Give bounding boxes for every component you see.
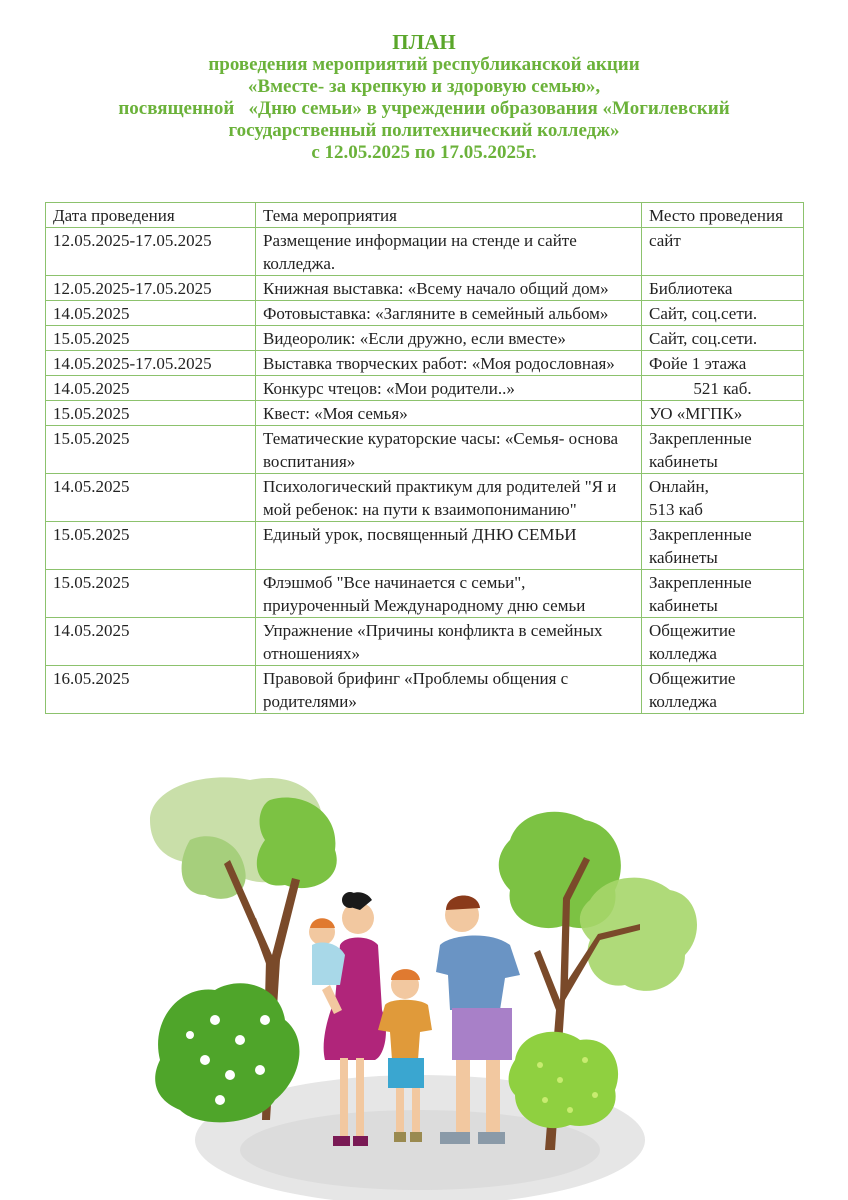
document-title — [0, 30, 848, 164]
cell-date: 14.05.2025 — [46, 474, 256, 522]
cell-topic: Квест: «Моя семья» — [256, 401, 642, 426]
cell-topic: Книжная выставка: «Всему начало общий дом» — [256, 276, 642, 301]
title-dates: с 12.05.2025 по 17.05.2025г. — [311, 142, 537, 163]
cell-date: 15.05.2025 — [46, 401, 256, 426]
table-row — [46, 351, 804, 376]
cell-topic: Тематические кураторские часы: «Семья- основа воспитания» — [256, 426, 642, 474]
cell-topic: Психологический практикум для родителей "Я и мой ребенок: на пути к взаимопониманию" — [256, 474, 642, 522]
cell-place: Закрепленные кабинеты — [642, 426, 804, 474]
cell-place: Общежитие колледжа — [642, 666, 804, 714]
cell-topic: Упражнение «Причины конфликта в семейных отношениях» — [256, 618, 642, 666]
cell-date: 15.05.2025 — [46, 570, 256, 618]
table-header-row — [46, 203, 804, 228]
cell-place: Фойе 1 этажа — [642, 351, 804, 376]
table-row — [46, 276, 804, 301]
cell-place: Сайт, соц.сети. — [642, 301, 804, 326]
title-line-5: государственный политехнический колледж» — [228, 120, 620, 141]
title-line-2: проведения мероприятий республиканской акции — [208, 54, 640, 75]
table-row — [46, 401, 804, 426]
cell-date: 15.05.2025 — [46, 326, 256, 351]
family-in-park-icon — [0, 760, 848, 1200]
header-place: Место проведения — [642, 203, 804, 228]
cell-place: Закрепленные кабинеты — [642, 522, 804, 570]
cell-date: 12.05.2025-17.05.2025 — [46, 276, 256, 301]
cell-place: Общежитие колледжа — [642, 618, 804, 666]
cell-place: 521 каб. — [642, 376, 804, 401]
cell-place: Закрепленные кабинеты — [642, 570, 804, 618]
cell-topic: Выставка творческих работ: «Моя родословная» — [256, 351, 642, 376]
cell-topic: Конкурс чтецов: «Мои родители..» — [256, 376, 642, 401]
cell-date: 16.05.2025 — [46, 666, 256, 714]
table-row — [46, 426, 804, 474]
cell-place: Сайт, соц.сети. — [642, 326, 804, 351]
cell-topic: Видеоролик: «Если дружно, если вместе» — [256, 326, 642, 351]
table-row — [46, 666, 804, 714]
cell-date: 12.05.2025-17.05.2025 — [46, 228, 256, 276]
table-row — [46, 522, 804, 570]
header-date: Дата проведения — [46, 203, 256, 228]
cell-date: 14.05.2025-17.05.2025 — [46, 351, 256, 376]
cell-topic: Флэшмоб "Все начинается с семьи", приуроченный Международному дню семьи — [256, 570, 642, 618]
table-row — [46, 618, 804, 666]
table-row — [46, 326, 804, 351]
cell-place: УО «МГПК» — [642, 401, 804, 426]
title-line-3: «Вместе- за крепкую и здоровую семью», — [247, 76, 601, 97]
cell-place: Онлайн, 513 каб — [642, 474, 804, 522]
table-row — [46, 570, 804, 618]
cell-date: 14.05.2025 — [46, 301, 256, 326]
cell-topic: Фотовыставка: «Загляните в семейный альбом» — [256, 301, 642, 326]
cell-date: 14.05.2025 — [46, 618, 256, 666]
title-plan: ПЛАН — [392, 30, 456, 54]
cell-place: сайт — [642, 228, 804, 276]
table-row — [46, 228, 804, 276]
cell-date: 15.05.2025 — [46, 426, 256, 474]
cell-date: 14.05.2025 — [46, 376, 256, 401]
title-line-4: посвященной «Дню семьи» в учреждении образования «Могилевский — [118, 98, 730, 119]
events-table — [45, 202, 804, 714]
table-row — [46, 376, 804, 401]
cell-place: Библиотека — [642, 276, 804, 301]
table-row — [46, 301, 804, 326]
cell-date: 15.05.2025 — [46, 522, 256, 570]
table-row — [46, 474, 804, 522]
cell-topic: Правовой брифинг «Проблемы общения с родителями» — [256, 666, 642, 714]
cell-topic: Размещение информации на стенде и сайте колледжа. — [256, 228, 642, 276]
cell-topic: Единый урок, посвященный ДНЮ СЕМЬИ — [256, 522, 642, 570]
header-topic: Тема мероприятия — [256, 203, 642, 228]
